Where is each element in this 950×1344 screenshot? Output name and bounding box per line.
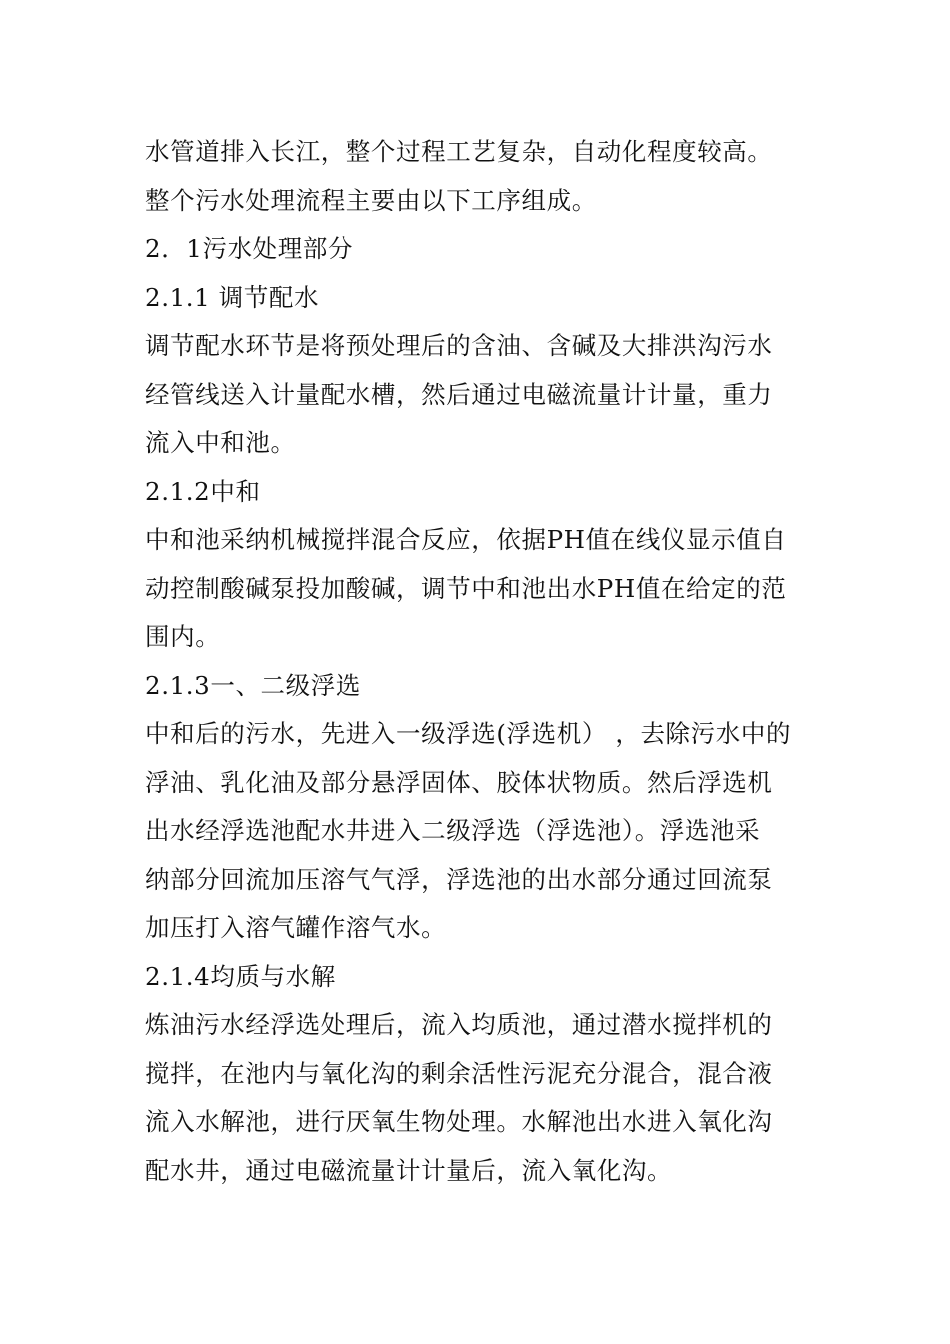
- body-text-line: 中和池采纳机械搅拌混合反应，依据PH值在线仪显示值自: [145, 525, 787, 554]
- body-text-line: 纳部分回流加压溶气气浮，浮选池的出水部分通过回流泵: [145, 864, 773, 894]
- section-heading: 2．1污水处理部分: [145, 234, 354, 263]
- body-text-line: 出水经浮选池配水井进入二级浮选（浮选池）。浮选池采: [145, 816, 761, 845]
- body-text-line: 水管道排入长江，整个过程工艺复杂，自动化程度较高。: [145, 137, 773, 166]
- body-text-line: 整个污水处理流程主要由以下工序组成。: [145, 185, 597, 215]
- body-text-line: 中和后的污水，先进入一级浮选(浮选机） ，去除污水中的: [145, 719, 792, 748]
- subsection-heading: 2.1.4均质与水解: [145, 961, 336, 991]
- body-text-line: 加压打入溶气罐作溶气水。: [145, 913, 447, 942]
- body-text-line: 浮油、乳化油及部分悬浮固体、胶体状物质。然后浮选机: [145, 767, 773, 797]
- body-text-line: 经管线送入计量配水槽，然后通过电磁流量计计量，重力: [145, 379, 773, 409]
- document-body: [145, 128, 815, 1195]
- subsection-heading: 2.1.3一、二级浮选: [145, 670, 361, 700]
- body-text-line: 动控制酸碱泵投加酸碱，调节中和池出水PH值在给定的范: [145, 573, 787, 603]
- body-text-line: 炼油污水经浮选处理后，流入均质池，通过潜水搅拌机的: [145, 1010, 773, 1039]
- body-text-line: 调节配水环节是将预处理后的含油、含碱及大排洪沟污水: [145, 331, 773, 360]
- body-text-line: 围内。: [145, 622, 221, 651]
- subsection-heading: 2.1.1 调节配水: [145, 282, 320, 312]
- body-text-line: 配水井，通过电磁流量计计量后，流入氧化沟。: [145, 1155, 673, 1185]
- body-text-line: 搅拌，在池内与氧化沟的剩余活性污泥充分混合，混合液: [145, 1058, 773, 1088]
- subsection-heading: 2.1.2中和: [145, 476, 261, 506]
- body-text-line: 流入中和池。: [145, 428, 296, 457]
- body-text-line: 流入水解池，进行厌氧生物处理。水解池出水进入氧化沟: [145, 1107, 773, 1136]
